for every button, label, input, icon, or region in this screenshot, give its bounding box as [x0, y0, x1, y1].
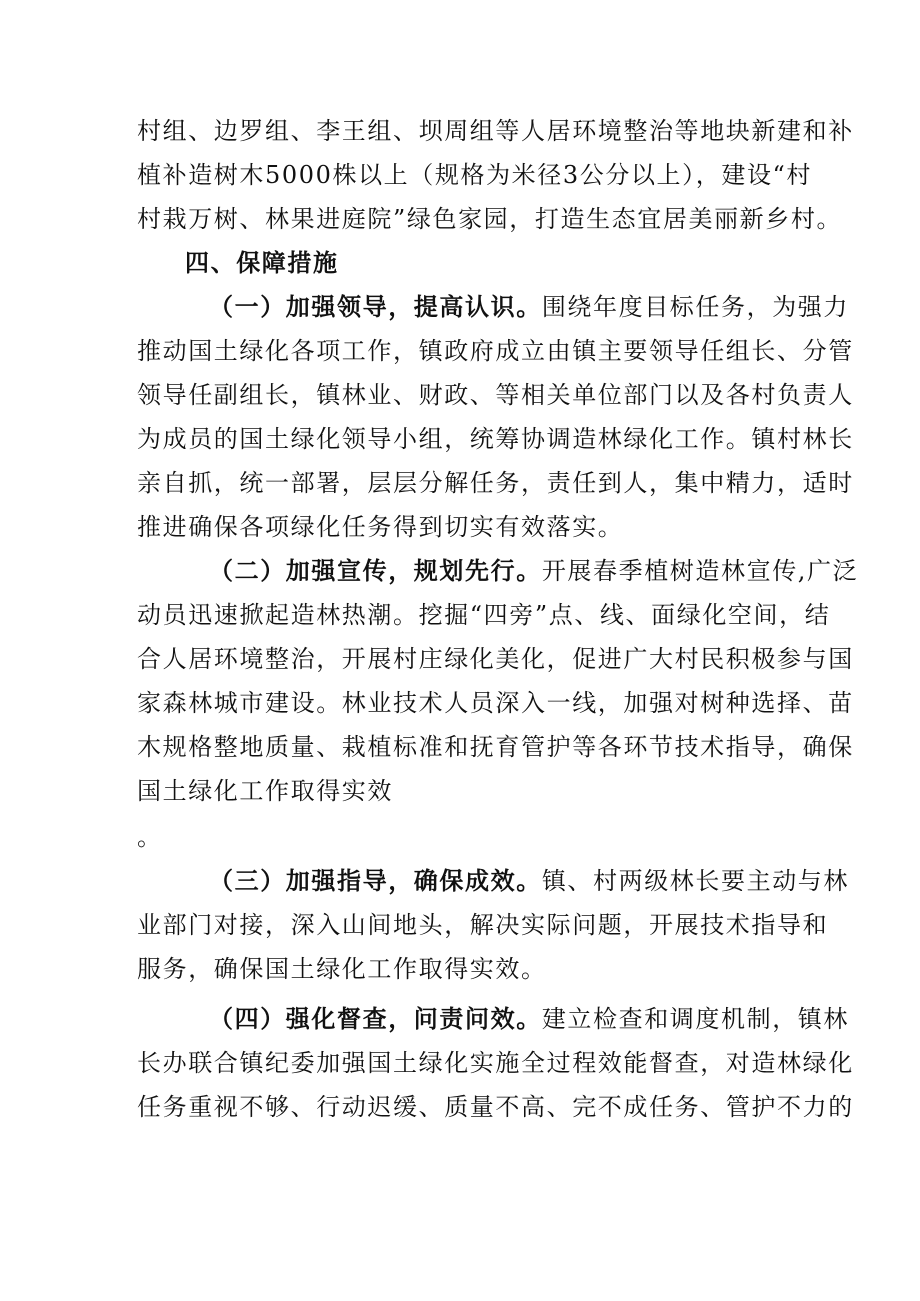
paragraph-lead: （一）加强领导，提高认识。 [209, 292, 542, 321]
paragraph-text: 开展春季植树造林宣传,广泛 [541, 557, 859, 585]
paragraph-lead: （二）加强宣传，规划先行。 [209, 556, 542, 585]
text-line: 动员迅速掀起造林热潮。挖掘“四旁”点、线、面绿化空间，结 [137, 601, 831, 629]
paragraph-first-line [209, 292, 849, 322]
text-line: 领导任副组长，镇林业、财政、等相关单位部门以及各村负责人 [137, 381, 854, 409]
paragraph-first-line [209, 556, 858, 586]
text-line: 推进确保各项绿化任务得到切实有效落实。 [137, 513, 624, 541]
text-line: 长办联合镇纪委加强国土绿化实施全过程效能督查，对造林绿化 [137, 1049, 854, 1077]
text-line: 合人居环境整治，开展村庄绿化美化，促进广大村民积极参与国 [137, 645, 854, 673]
text-line: 为成员的国土绿化领导小组，统筹协调造林绿化工作。镇村林长 [137, 425, 854, 453]
paragraph-lead: （三）加强指导，确保成效。 [209, 866, 542, 895]
section-heading: 四、保障措施 [185, 248, 339, 277]
text-line: 业部门对接，深入山间地头，解决实际问题，开展技术指导和 [137, 911, 829, 939]
paragraph-text: 围绕年度目标任务，为强力 [541, 293, 850, 321]
text-line: 亲自抓，统一部署，层层分解任务，责任到人，集中精力，适时 [137, 469, 854, 497]
text-line: 村组、边罗组、李王组、坝周组等人居环境整治等地块新建和补 [137, 117, 854, 145]
text-line: 服务，确保国土绿化工作取得实效。 [137, 955, 547, 983]
paragraph-text: 镇、村两级林长要主动与林 [541, 867, 850, 895]
text-line: 国土绿化工作取得实效 [137, 777, 393, 805]
paragraph-first-line [209, 866, 849, 896]
text-line: 任务重视不够、行动迟缓、质量不高、完不成任务、管护不力的 [137, 1093, 854, 1121]
paragraph-lead: （四）强化督查，问责问效。 [209, 1004, 542, 1033]
paragraph-first-line [209, 1004, 849, 1034]
text-line: 家森林城市建设。林业技术人员深入一线，加强对树种选择、苗 [137, 689, 854, 717]
text-line: 推动国土绿化各项工作，镇政府成立由镇主要领导任组长、分管 [137, 337, 854, 365]
text-line: 植补造树木5000株以上（规格为米径3公分以上），建设“村 [137, 161, 813, 189]
text-line: 村栽万树、林果进庭院”绿色家园，打造生态宜居美丽新乡村。 [137, 205, 843, 233]
text-line: 木规格整地质量、栽植标准和抚育管护等各环节技术指导，确保 [137, 733, 854, 761]
trailing-punctuation: 。 [137, 823, 163, 851]
paragraph-text: 建立检查和调度机制，镇林 [541, 1005, 850, 1033]
